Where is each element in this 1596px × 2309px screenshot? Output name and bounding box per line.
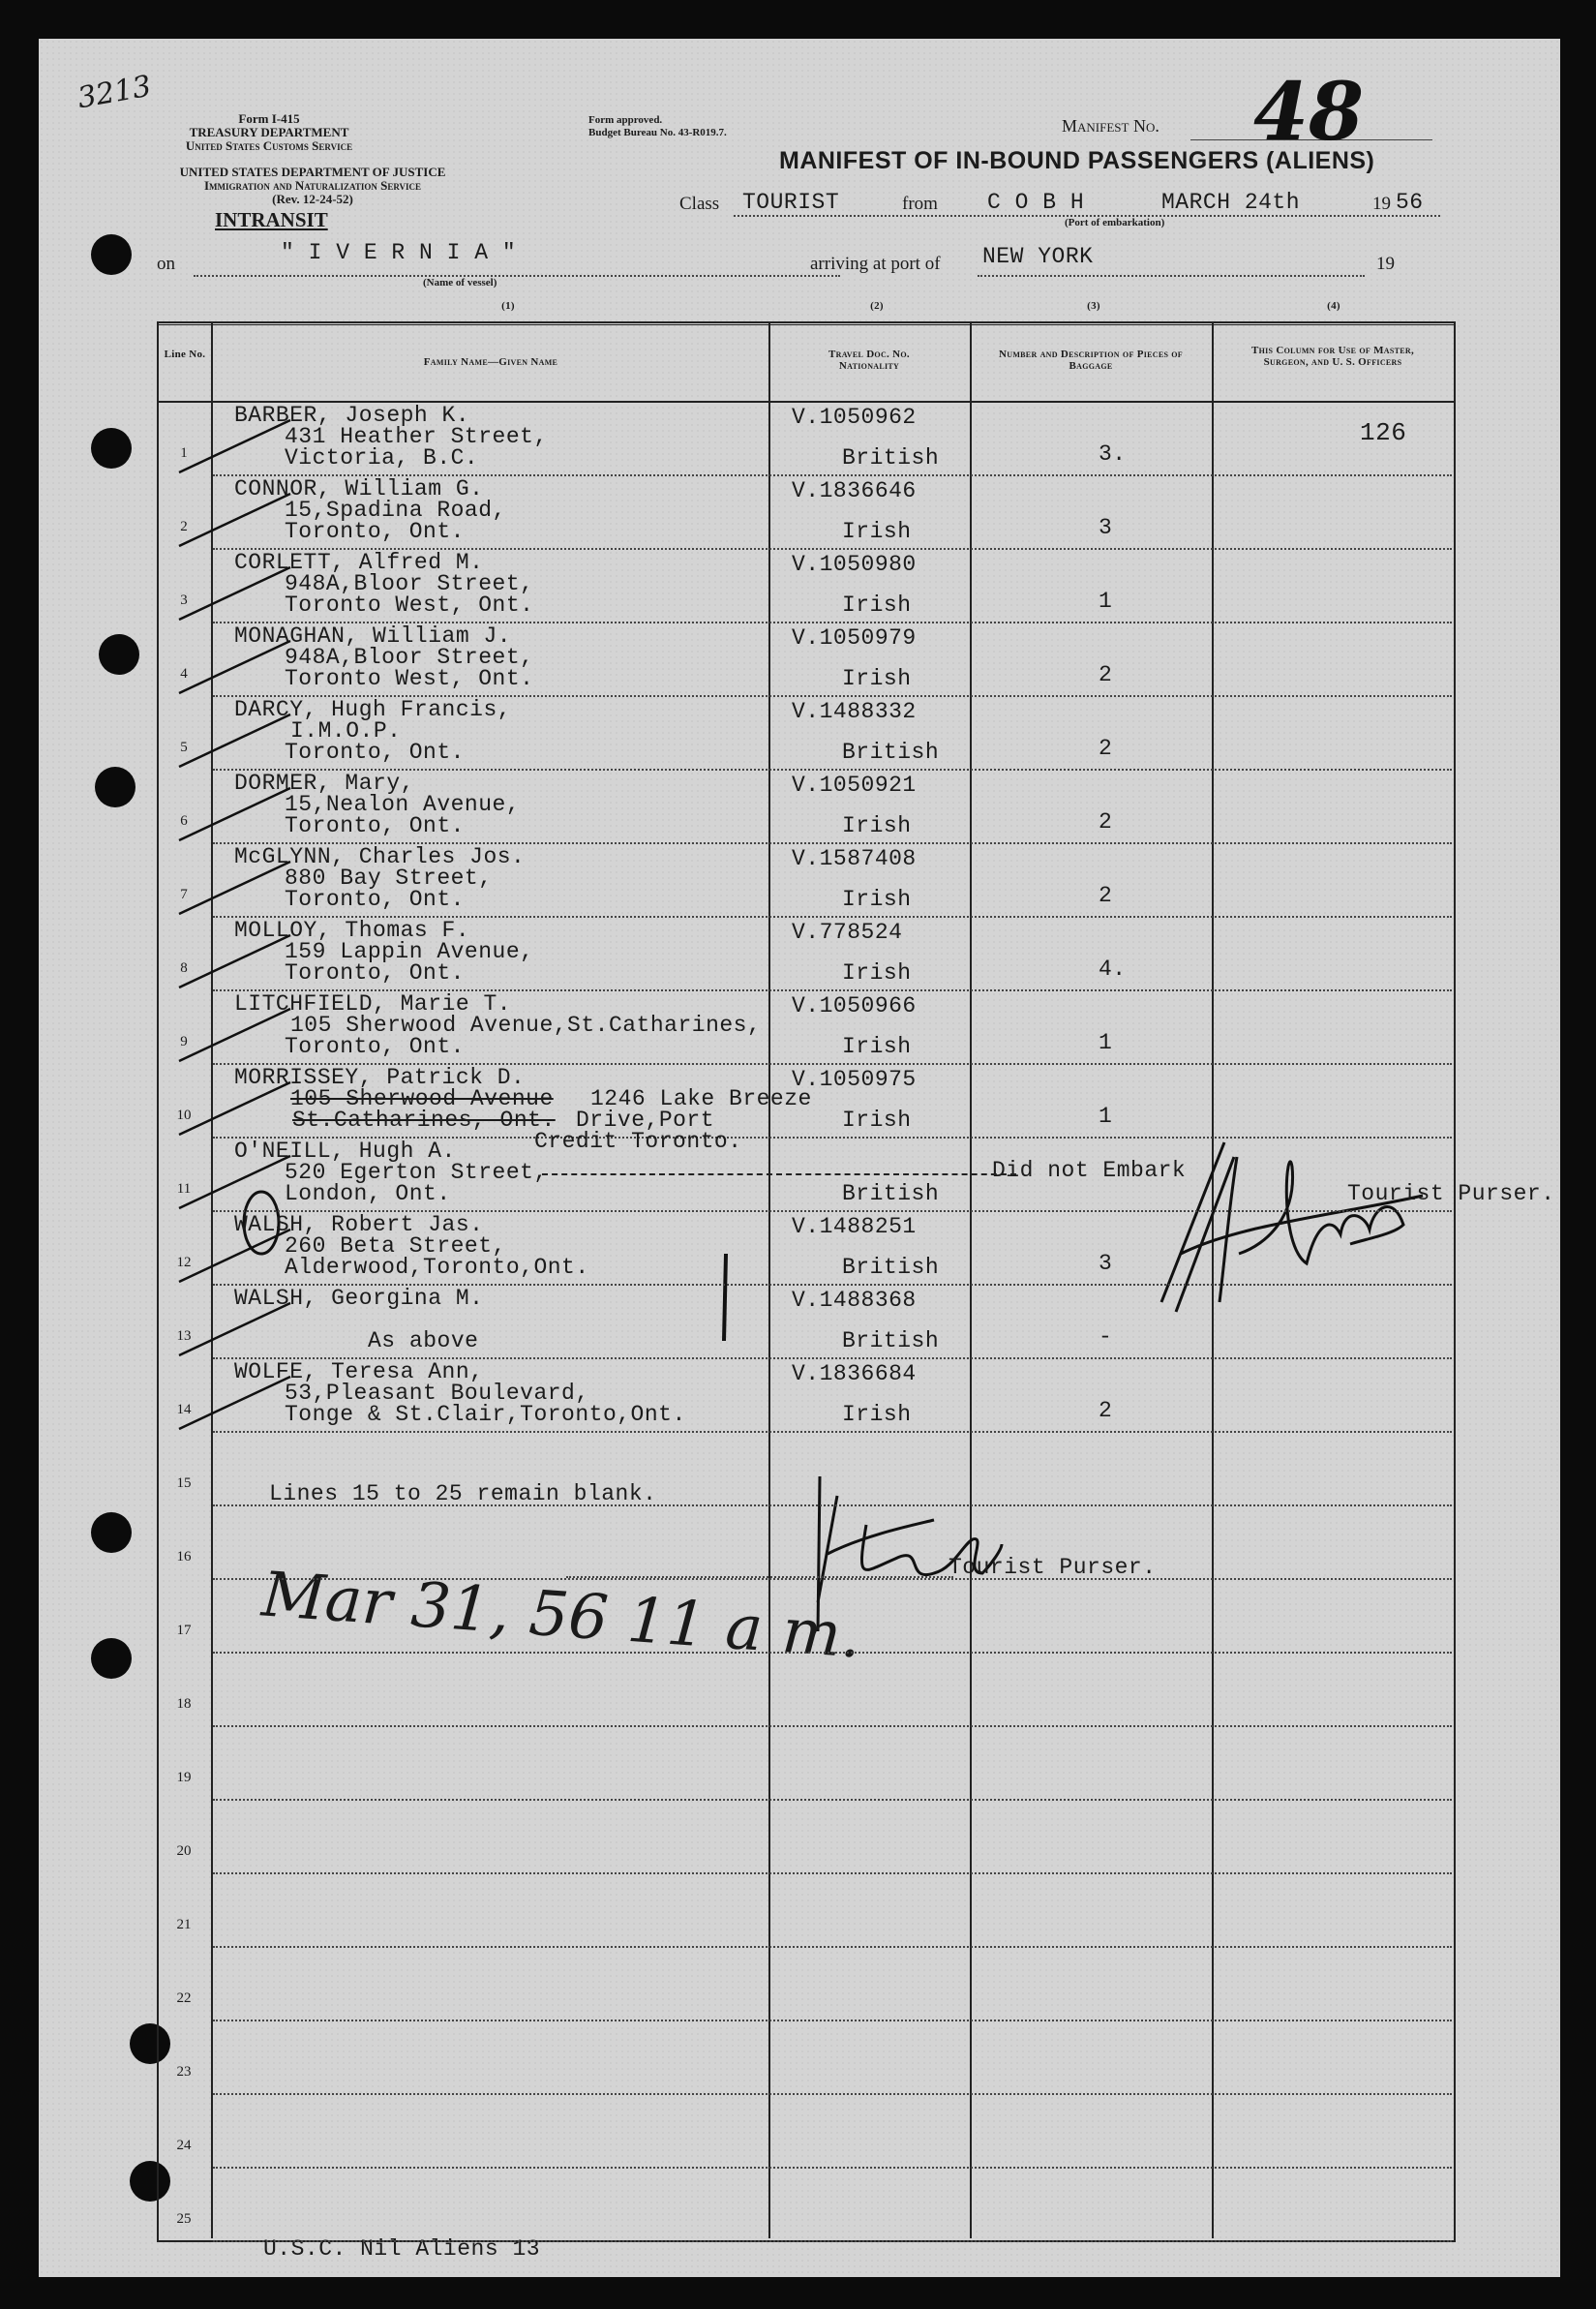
- struck-address-line: 105 Sherwood Avenue: [290, 1086, 554, 1111]
- passenger-name: WALSH, Robert Jas.: [234, 1212, 484, 1237]
- struck-address-line: St.Catharines, Ont.: [292, 1108, 556, 1133]
- row-divider: [213, 1578, 1452, 1580]
- row-line-number: 13: [176, 1328, 192, 1344]
- baggage-count: 3: [1099, 1251, 1113, 1276]
- form-approved: Form approved.: [588, 114, 663, 126]
- row-divider: [213, 1872, 1452, 1874]
- row-divider: [213, 2240, 1452, 2242]
- arriving-label: arriving at port of: [810, 254, 941, 274]
- address-line-3: Credit Toronto.: [534, 1129, 742, 1154]
- from-port-value: C O B H: [987, 190, 1085, 215]
- intransit-label: INTRANSIT: [215, 208, 328, 231]
- header-travel-doc: Travel Doc. No. Nationality: [828, 349, 910, 372]
- nationality: British: [842, 1181, 940, 1206]
- row-line-number: 11: [176, 1181, 192, 1197]
- row-line-number: 17: [176, 1623, 192, 1638]
- passenger-name: DARCY, Hugh Francis,: [234, 697, 512, 722]
- address-line-1: 105 Sherwood Avenue,St.Catharines,: [290, 1013, 762, 1038]
- row-divider: [213, 2093, 1452, 2095]
- row-divider: [213, 1725, 1452, 1727]
- address-line-2: Toronto West, Ont.: [285, 592, 534, 618]
- tally-mark: [707, 1249, 745, 1346]
- address-line-2: Tonge & St.Clair,Toronto,Ont.: [285, 1402, 686, 1427]
- ins-service: Immigration and Naturalization Service: [203, 178, 422, 193]
- address-line-2: Toronto, Ont.: [285, 1034, 465, 1059]
- address-line-1: 53,Pleasant Boulevard,: [285, 1381, 589, 1406]
- row-line-number: 12: [176, 1255, 192, 1270]
- address-line-2: Alderwood,Toronto,Ont.: [285, 1255, 589, 1280]
- baggage-count: 1: [1099, 1104, 1113, 1129]
- row-divider: [213, 2167, 1452, 2169]
- row-line-number: 5: [180, 740, 188, 755]
- cancel-line: [542, 1173, 1016, 1175]
- travel-doc-number: V.778524: [792, 920, 903, 945]
- nationality: British: [842, 1255, 940, 1280]
- vessel-name: " I V E R N I A ": [281, 240, 517, 265]
- passenger-name: LITCHFIELD, Marie T.: [234, 991, 512, 1017]
- nationality: Irish: [842, 1108, 912, 1133]
- row-line-number: 3: [180, 592, 188, 608]
- row-line-number: 6: [180, 813, 188, 829]
- address-line-2: Toronto West, Ont.: [285, 666, 534, 691]
- revision-date: (Rev. 12-24-52): [272, 192, 353, 206]
- passenger-name: CONNOR, William G.: [234, 476, 484, 501]
- check-mark: [174, 707, 300, 775]
- nationality: Irish: [842, 592, 912, 618]
- manifest-title: MANIFEST OF IN-BOUND PASSENGERS (ALIENS): [779, 147, 1375, 174]
- column-number-2: (2): [870, 300, 884, 312]
- check-mark: [174, 1075, 300, 1142]
- row-line-number: 21: [176, 1917, 192, 1932]
- row-line-number: 9: [180, 1034, 188, 1049]
- row-line-number: 4: [180, 666, 188, 682]
- baggage-count: 2: [1099, 1398, 1113, 1423]
- address-line-1: 1246 Lake Breeze: [590, 1086, 812, 1111]
- passenger-name: MORRISSEY, Patrick D.: [234, 1065, 526, 1090]
- check-mark: [174, 1295, 300, 1363]
- check-mark: [174, 560, 300, 627]
- row-line-number: 10: [176, 1108, 192, 1123]
- check-mark: [174, 486, 300, 554]
- purser-title: Tourist Purser.: [949, 1555, 1157, 1580]
- row-divider: [213, 1946, 1452, 1948]
- binder-hole: [91, 1638, 132, 1679]
- row-line-number: 15: [176, 1475, 192, 1491]
- nationality: British: [842, 740, 940, 765]
- baggage-count: 2: [1099, 883, 1113, 908]
- footer-note: U.S.C. Nil Aliens 13: [263, 2236, 541, 2262]
- row-line-number: 23: [176, 2064, 192, 2080]
- vessel-note: (Name of vessel): [423, 277, 497, 289]
- passenger-name: McGLYNN, Charles Jos.: [234, 844, 526, 869]
- form-number: Form I-415: [238, 111, 300, 126]
- nationality: Irish: [842, 1402, 912, 1427]
- passenger-name: MONAGHAN, William J.: [234, 623, 512, 649]
- passenger-name: BARBER, Joseph K.: [234, 403, 470, 428]
- baggage-count: 1: [1099, 1030, 1113, 1055]
- binder-hole: [91, 428, 132, 469]
- manifest-no-value: 48: [1253, 66, 1365, 159]
- check-mark: [174, 1148, 300, 1216]
- address-line-1: 15,Nealon Avenue,: [285, 792, 521, 817]
- row-divider: [213, 1504, 1452, 1506]
- passenger-name: DORMER, Mary,: [234, 771, 414, 796]
- binder-hole: [95, 767, 136, 807]
- address-line-2: Toronto, Ont.: [285, 519, 465, 544]
- passenger-name: WOLFE, Teresa Ann,: [234, 1359, 484, 1384]
- officer-note: 126: [1360, 418, 1407, 447]
- row-divider: [213, 2020, 1452, 2021]
- nationality: Irish: [842, 960, 912, 986]
- baggage-count: -: [1099, 1324, 1113, 1350]
- arriving-port: NEW YORK: [982, 244, 1094, 269]
- arriving-year: 19: [1376, 254, 1395, 274]
- row-line-number: 16: [176, 1549, 192, 1565]
- baggage-count: 3: [1099, 515, 1113, 540]
- baggage-count: 2: [1099, 809, 1113, 835]
- address-line-1: 159 Lappin Avenue,: [285, 939, 534, 964]
- travel-doc-number: V.1488332: [792, 699, 917, 724]
- row-divider: [213, 1799, 1452, 1801]
- travel-doc-number: V.1587408: [792, 846, 917, 871]
- check-mark: [174, 1222, 300, 1290]
- year-value: 56: [1396, 190, 1424, 215]
- class-label: Class: [679, 194, 720, 214]
- travel-doc-number: V.1050921: [792, 773, 917, 798]
- address-line-2: As above: [368, 1328, 479, 1353]
- row-line-number: 7: [180, 887, 188, 902]
- nationality: Irish: [842, 519, 912, 544]
- passenger-name: CORLETT, Alfred M.: [234, 550, 484, 575]
- address-line-2: Toronto, Ont.: [285, 740, 465, 765]
- address-line-2: Toronto, Ont.: [285, 813, 465, 838]
- travel-doc-number: V.1488368: [792, 1288, 917, 1313]
- travel-doc-number: V.1836684: [792, 1361, 917, 1386]
- check-mark: [174, 780, 300, 848]
- check-mark: [174, 1001, 300, 1069]
- officer-note-purser: Tourist Purser.: [1347, 1181, 1555, 1206]
- binder-hole: [99, 634, 139, 675]
- address-line-1: 260 Beta Street,: [285, 1233, 506, 1259]
- baggage-count: 1: [1099, 589, 1113, 614]
- header-line-no: Line No.: [164, 349, 206, 360]
- passenger-name: MOLLOY, Thomas F.: [234, 918, 470, 943]
- check-mark: [174, 1369, 300, 1437]
- nationality: Irish: [842, 813, 912, 838]
- check-mark: [174, 412, 300, 480]
- row-line-number: 25: [176, 2211, 192, 2227]
- row-line-number: 1: [180, 445, 188, 461]
- blank-lines-note: Lines 15 to 25 remain blank.: [269, 1481, 657, 1506]
- header-officers: This Column for Use of Master, Surgeon, and U. S. Officers: [1250, 345, 1414, 368]
- row-line-number: 18: [176, 1696, 192, 1712]
- row-divider: [213, 1431, 1452, 1433]
- address-line-2: Victoria, B.C.: [285, 445, 479, 471]
- year-prefix: 19: [1372, 194, 1391, 214]
- check-mark: [174, 854, 300, 922]
- departure-date: MARCH 24th: [1161, 190, 1301, 215]
- treasury-dept: TREASURY DEPARTMENT: [189, 125, 349, 139]
- baggage-note: Did not Embark: [992, 1158, 1187, 1183]
- baggage-count: 2: [1099, 662, 1113, 687]
- binder-hole: [91, 1512, 132, 1553]
- nationality: Irish: [842, 887, 912, 912]
- baggage-count: 3.: [1099, 441, 1127, 467]
- check-mark: [174, 927, 300, 995]
- header-baggage: Number and Description of Pieces of Baggage: [999, 349, 1183, 372]
- passenger-name: O'NEILL, Hugh A.: [234, 1139, 456, 1164]
- nationality: British: [842, 1328, 940, 1353]
- check-mark: [174, 633, 300, 701]
- column-number-4: (4): [1327, 300, 1340, 312]
- row-line-number: 24: [176, 2138, 192, 2153]
- column-number-3: (3): [1087, 300, 1100, 312]
- port-embark-note: (Port of embarkation): [1065, 217, 1165, 228]
- address-line-2: Drive,Port: [576, 1108, 715, 1133]
- class-value: TOURIST: [742, 190, 840, 215]
- baggage-count: 4.: [1099, 957, 1127, 982]
- address-line-2: Toronto, Ont.: [285, 887, 465, 912]
- budget-bureau: Budget Bureau No. 43-R019.7.: [588, 127, 727, 138]
- address-line-1: 948A,Bloor Street,: [285, 571, 534, 596]
- manifest-page: [39, 39, 1560, 2277]
- customs-service: United States Customs Service: [185, 138, 353, 153]
- row-line-number: 2: [180, 519, 188, 534]
- handwritten-date-stamp: Mar 31, 56 11 a m.: [259, 1559, 863, 1673]
- row-line-number: 14: [176, 1402, 192, 1417]
- address-line-2: London, Ont.: [285, 1181, 451, 1206]
- binder-hole: [91, 234, 132, 275]
- travel-doc-number: V.1050979: [792, 625, 917, 651]
- travel-doc-number: V.1050975: [792, 1067, 917, 1092]
- row-line-number: 8: [180, 960, 188, 976]
- address-line-1: I.M.O.P.: [290, 718, 402, 744]
- passenger-name: WALSH, Georgina M.: [234, 1286, 484, 1311]
- travel-doc-number: V.1050962: [792, 405, 917, 430]
- address-line-1: 948A,Bloor Street,: [285, 645, 534, 670]
- address-line-1: 15,Spadina Road,: [285, 498, 506, 523]
- travel-doc-number: V.1050980: [792, 552, 917, 577]
- address-line-1: 880 Bay Street,: [285, 866, 493, 891]
- row-line-number: 19: [176, 1770, 192, 1785]
- handwritten-corner-number: 3213: [75, 69, 154, 116]
- justice-dept: UNITED STATES DEPARTMENT OF JUSTICE: [179, 165, 446, 179]
- address-line-1: 431 Heather Street,: [285, 424, 548, 449]
- nationality: Irish: [842, 1034, 912, 1059]
- header-name: Family Name—Given Name: [423, 356, 558, 368]
- on-label: on: [157, 254, 175, 274]
- address-line-2: Toronto, Ont.: [285, 960, 465, 986]
- row-line-number: 20: [176, 1843, 192, 1859]
- travel-doc-number: V.1050966: [792, 993, 917, 1018]
- column-number-1: (1): [501, 300, 515, 312]
- baggage-count: 2: [1099, 736, 1113, 761]
- row-line-number: 22: [176, 1990, 192, 2006]
- manifest-no-label: Manifest No.: [1062, 116, 1159, 136]
- from-label: from: [902, 194, 938, 214]
- travel-doc-number: V.1836646: [792, 478, 917, 503]
- address-line-1: 520 Egerton Street,: [285, 1160, 548, 1185]
- row-divider: [213, 1652, 1452, 1654]
- nationality: Irish: [842, 666, 912, 691]
- travel-doc-number: V.1488251: [792, 1214, 917, 1239]
- nationality: British: [842, 445, 940, 471]
